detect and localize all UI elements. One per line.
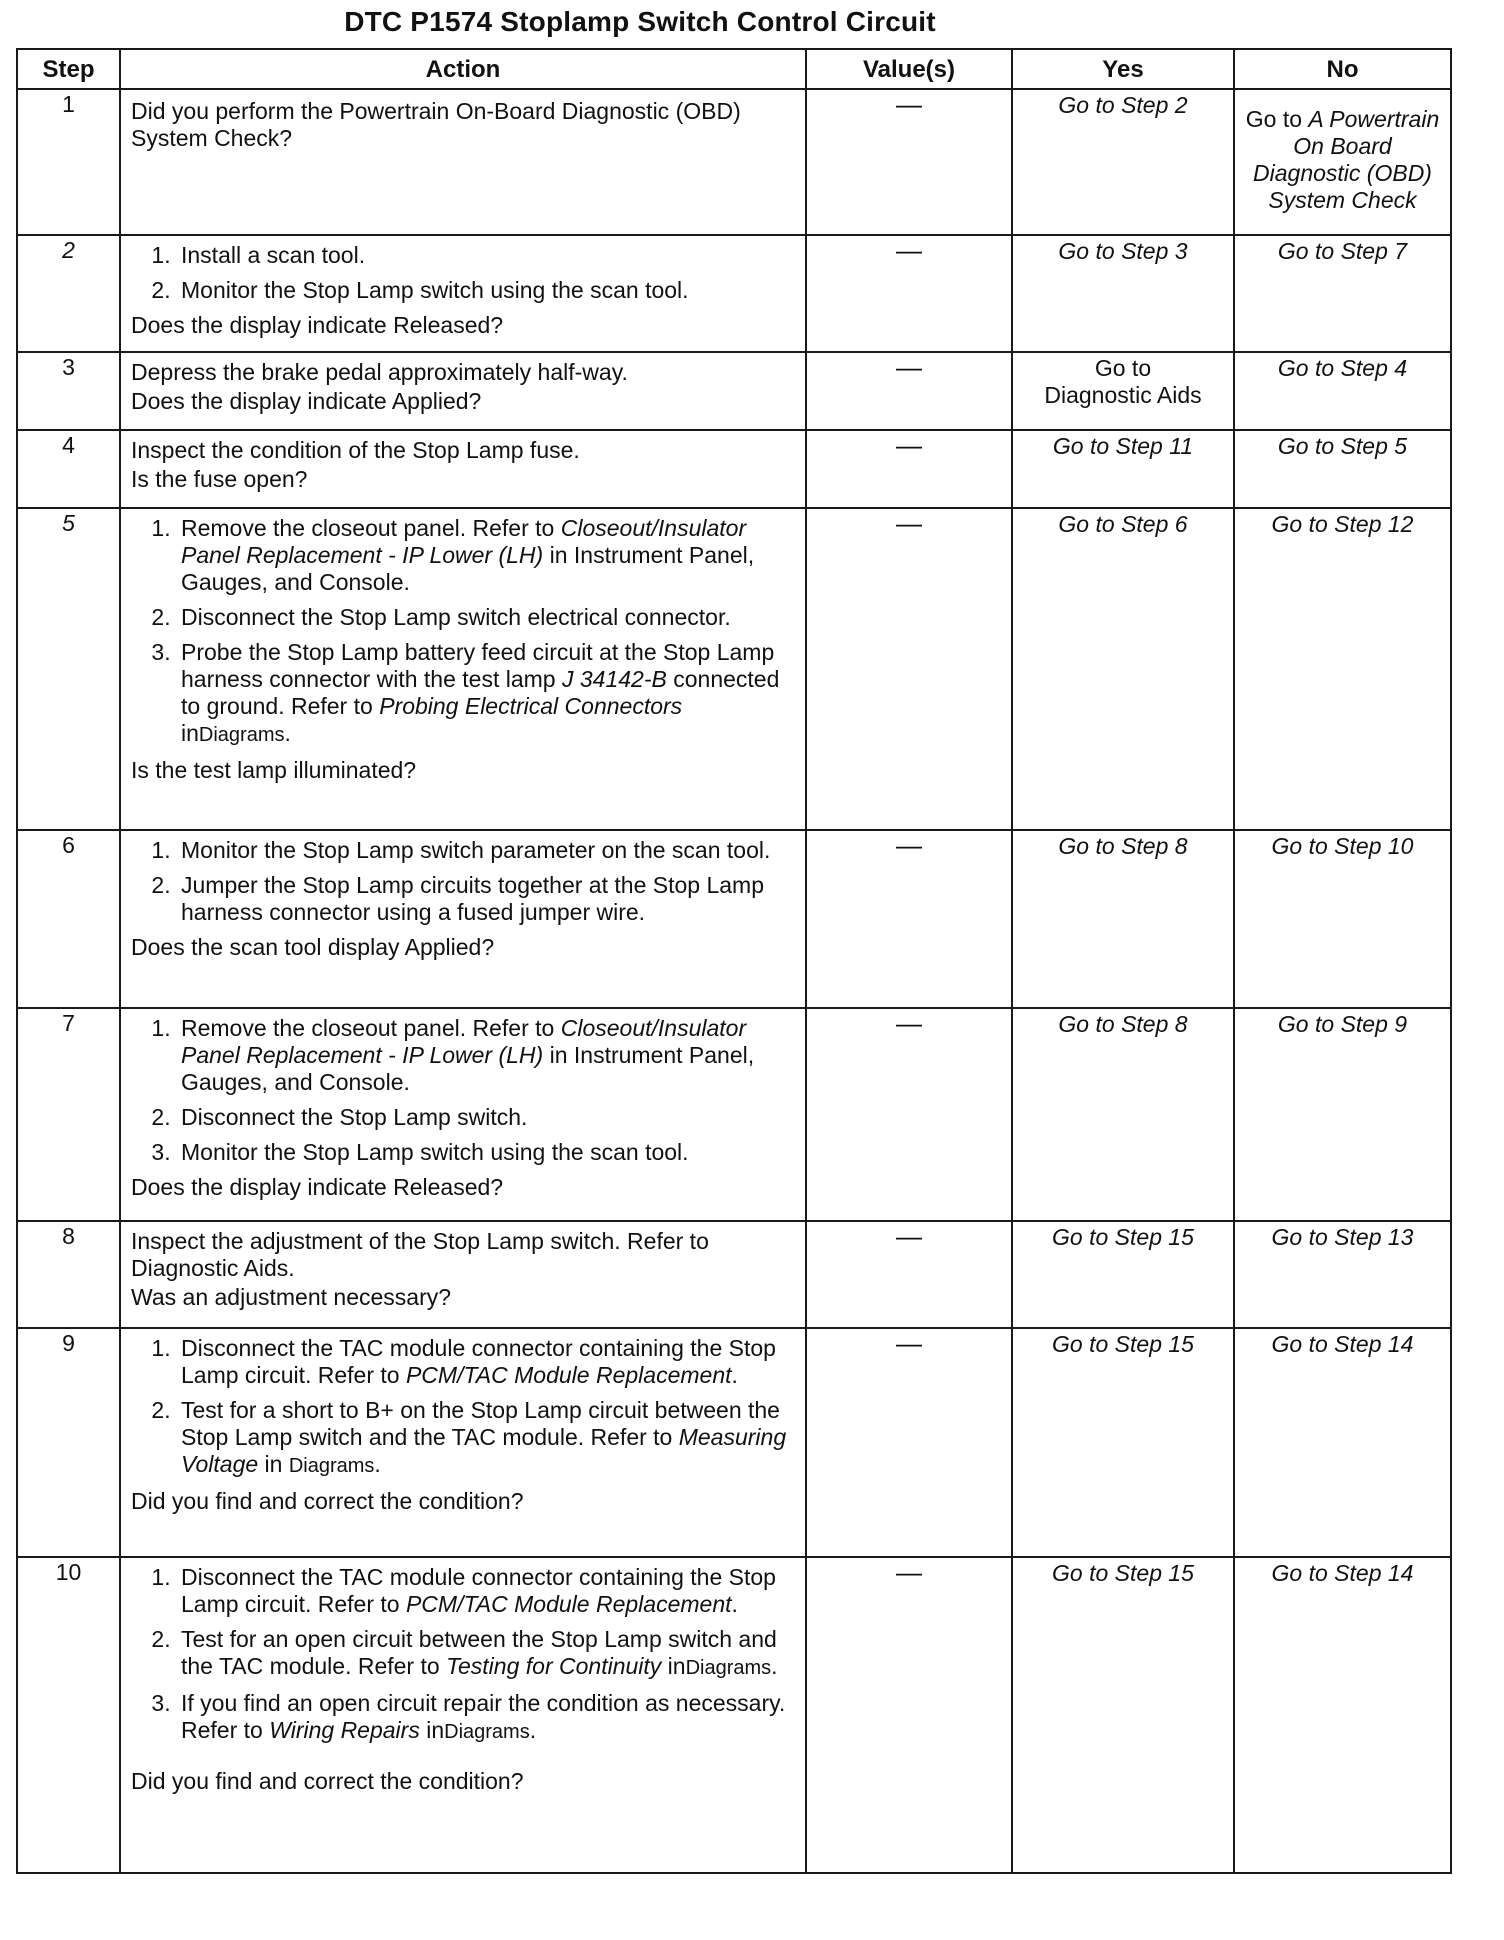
table-row bbox=[17, 1221, 1451, 1328]
step-number: 9 bbox=[17, 1328, 120, 1557]
step-number: 2 bbox=[17, 235, 120, 352]
step-number: 3 bbox=[17, 352, 120, 430]
table-header-row bbox=[17, 49, 1451, 89]
step-number: 1 bbox=[17, 89, 120, 235]
table-row bbox=[17, 508, 1451, 830]
table-row bbox=[17, 352, 1451, 430]
action-substep: 1. Disconnect the TAC module connector containing the Stop Lamp circuit. Refer to PCM/TAC Module Replacement. bbox=[177, 1335, 795, 1389]
action-cell bbox=[120, 430, 806, 508]
no-link[interactable]: Go to Step 14 bbox=[1234, 1557, 1451, 1873]
table-row bbox=[17, 235, 1451, 352]
tool-reference: J 34142-B bbox=[561, 666, 667, 692]
table-row bbox=[17, 830, 1451, 1008]
step-number: 7 bbox=[17, 1008, 120, 1221]
action-substep: 2. Disconnect the Stop Lamp switch. bbox=[177, 1104, 795, 1131]
no-link[interactable]: Go to Step 4 bbox=[1234, 352, 1451, 430]
action-question: Does the display indicate Applied? bbox=[131, 388, 482, 414]
value-cell: — bbox=[806, 352, 1012, 430]
value-cell: — bbox=[806, 830, 1012, 1008]
yes-link[interactable]: Go to Step 6 bbox=[1012, 508, 1234, 830]
reference-link[interactable]: Probing Electrical Connectors bbox=[379, 693, 683, 719]
no-link[interactable]: Go to Step 5 bbox=[1234, 430, 1451, 508]
table-row bbox=[17, 1008, 1451, 1221]
reference-link[interactable]: Testing for Continuity bbox=[446, 1653, 662, 1679]
action-text: Inspect the adjustment of the Stop Lamp switch. Refer to Diagnostic Aids. bbox=[131, 1228, 709, 1281]
yes-link[interactable]: Go to Step 15 bbox=[1012, 1557, 1234, 1873]
action-cell bbox=[120, 235, 806, 352]
table-row bbox=[17, 1328, 1451, 1557]
action-substep: 2. Disconnect the Stop Lamp switch electrical connector. bbox=[177, 604, 795, 631]
action-cell bbox=[120, 508, 806, 830]
page-title: DTC P1574 Stoplamp Switch Control Circuit bbox=[344, 6, 936, 37]
action-question: Is the test lamp illuminated? bbox=[131, 757, 417, 783]
action-substep: 2. Test for a short to B+ on the Stop Lamp circuit between the Stop Lamp switch and the TAC module. Refer to Measuring Voltage in Diagrams. bbox=[177, 1397, 795, 1480]
diagnostic-table bbox=[16, 48, 1452, 1874]
step-number: 6 bbox=[17, 830, 120, 1008]
column-header-no: No bbox=[1234, 49, 1451, 89]
action-substep: 3. Monitor the Stop Lamp switch using the scan tool. bbox=[177, 1139, 795, 1166]
step-number: 8 bbox=[17, 1221, 120, 1328]
action-cell bbox=[120, 1221, 806, 1328]
reference-link[interactable]: Closeout/Insulator Panel Replacement - IP Lower (LH) bbox=[181, 1015, 747, 1068]
value-cell: — bbox=[806, 1221, 1012, 1328]
yes-link[interactable]: Go to Step 8 bbox=[1012, 830, 1234, 1008]
action-question: Does the scan tool display Applied? bbox=[131, 934, 495, 960]
no-link[interactable]: Go to Step 9 bbox=[1234, 1008, 1451, 1221]
action-question: Is the fuse open? bbox=[131, 466, 308, 492]
yes-link[interactable]: Go to Step 11 bbox=[1012, 430, 1234, 508]
no-link[interactable]: Go to Step 14 bbox=[1234, 1328, 1451, 1557]
no-link[interactable] bbox=[1234, 89, 1451, 235]
action-question: Does the display indicate Released? bbox=[131, 1174, 504, 1200]
yes-link[interactable]: Go to Step 3 bbox=[1012, 235, 1234, 352]
action-text: Inspect the condition of the Stop Lamp fuse. bbox=[131, 437, 580, 463]
action-cell bbox=[120, 1328, 806, 1557]
column-header-values: Value(s) bbox=[806, 49, 1012, 89]
action-steps bbox=[131, 515, 795, 749]
action-steps bbox=[131, 837, 795, 926]
action-substep: 2. Monitor the Stop Lamp switch using the scan tool. bbox=[177, 277, 795, 304]
action-substep: 1. Install a scan tool. bbox=[177, 242, 795, 269]
no-link-prefix: Go to bbox=[1245, 106, 1309, 132]
action-text: Depress the brake pedal approximately half-way. bbox=[131, 359, 628, 385]
yes-link-line: Go to bbox=[1094, 355, 1152, 381]
action-substep: 1. Monitor the Stop Lamp switch parameter on the scan tool. bbox=[177, 837, 795, 864]
column-header-step: Step bbox=[17, 49, 120, 89]
value-cell: — bbox=[806, 235, 1012, 352]
yes-link[interactable]: Go to Step 8 bbox=[1012, 1008, 1234, 1221]
action-question: Does the display indicate Released? bbox=[131, 312, 504, 338]
action-steps bbox=[131, 242, 795, 304]
no-link[interactable]: Go to Step 12 bbox=[1234, 508, 1451, 830]
action-steps bbox=[131, 1335, 795, 1480]
no-link[interactable]: Go to Step 10 bbox=[1234, 830, 1451, 1008]
action-cell bbox=[120, 89, 806, 235]
yes-link[interactable]: Go to Step 2 bbox=[1012, 89, 1234, 235]
value-cell: — bbox=[806, 1557, 1012, 1873]
action-substep: 2. Jumper the Stop Lamp circuits together at the Stop Lamp harness connector using a fused jumper wire. bbox=[177, 872, 795, 926]
table-row bbox=[17, 430, 1451, 508]
value-cell: — bbox=[806, 1008, 1012, 1221]
step-number: 10 bbox=[17, 1557, 120, 1873]
action-steps bbox=[131, 1564, 795, 1746]
action-cell bbox=[120, 830, 806, 1008]
action-substep: 2. Test for an open circuit between the Stop Lamp switch and the TAC module. Refer to Testing for Continuity inDiagrams. bbox=[177, 1626, 795, 1682]
step-number: 4 bbox=[17, 430, 120, 508]
action-question: Did you find and correct the condition? bbox=[131, 1488, 524, 1514]
action-cell bbox=[120, 1557, 806, 1873]
table-row bbox=[17, 89, 1451, 235]
column-header-action: Action bbox=[120, 49, 806, 89]
value-cell: — bbox=[806, 1328, 1012, 1557]
action-substep: 1. Remove the closeout panel. Refer to Closeout/Insulator Panel Replacement - IP Lower (LH) in Instrument Panel, Gauges, and Console. bbox=[177, 515, 795, 596]
action-cell bbox=[120, 1008, 806, 1221]
action-question: Did you find and correct the condition? bbox=[131, 1768, 524, 1794]
step-number: 5 bbox=[17, 508, 120, 830]
yes-link[interactable]: Go to Step 15 bbox=[1012, 1328, 1234, 1557]
action-question: Was an adjustment necessary? bbox=[131, 1284, 452, 1310]
action-substep: 1. Disconnect the TAC module connector containing the Stop Lamp circuit. Refer to PCM/TAC Module Replacement. bbox=[177, 1564, 795, 1618]
action-question: Did you perform the Powertrain On-Board Diagnostic (OBD) System Check? bbox=[131, 98, 741, 151]
yes-link[interactable] bbox=[1012, 352, 1234, 430]
reference-link[interactable]: PCM/TAC Module Replacement bbox=[405, 1591, 732, 1617]
value-cell: — bbox=[806, 430, 1012, 508]
action-substep: 3. Probe the Stop Lamp battery feed circuit at the Stop Lamp harness connector with the test lamp J 34142-B connected to ground. Refer to Probing Electrical Connectors inDiagrams. bbox=[177, 639, 795, 749]
yes-link-line: Diagnostic Aids bbox=[1044, 382, 1202, 408]
no-link-target: A Powertrain On Board Diagnostic (OBD) System Check bbox=[1253, 106, 1440, 213]
table-row bbox=[17, 1557, 1451, 1873]
action-substep: 1. Remove the closeout panel. Refer to Closeout/Insulator Panel Replacement - IP Lower (LH) in Instrument Panel, Gauges, and Console. bbox=[177, 1015, 795, 1096]
action-steps bbox=[131, 1015, 795, 1166]
value-cell: — bbox=[806, 89, 1012, 235]
yes-link[interactable]: Go to Step 15 bbox=[1012, 1221, 1234, 1328]
action-substep: 3. If you find an open circuit repair the condition as necessary. Refer to Wiring Repairs inDiagrams. bbox=[177, 1690, 795, 1746]
reference-link[interactable]: Wiring Repairs bbox=[269, 1717, 420, 1743]
column-header-yes: Yes bbox=[1012, 49, 1234, 89]
value-cell: — bbox=[806, 508, 1012, 830]
reference-link[interactable]: PCM/TAC Module Replacement bbox=[405, 1362, 732, 1388]
reference-link[interactable]: Closeout/Insulator Panel Replacement - IP Lower (LH) bbox=[181, 515, 747, 568]
action-cell bbox=[120, 352, 806, 430]
reference-link[interactable]: Measuring Voltage bbox=[181, 1424, 787, 1477]
no-link[interactable]: Go to Step 7 bbox=[1234, 235, 1451, 352]
no-link[interactable]: Go to Step 13 bbox=[1234, 1221, 1451, 1328]
